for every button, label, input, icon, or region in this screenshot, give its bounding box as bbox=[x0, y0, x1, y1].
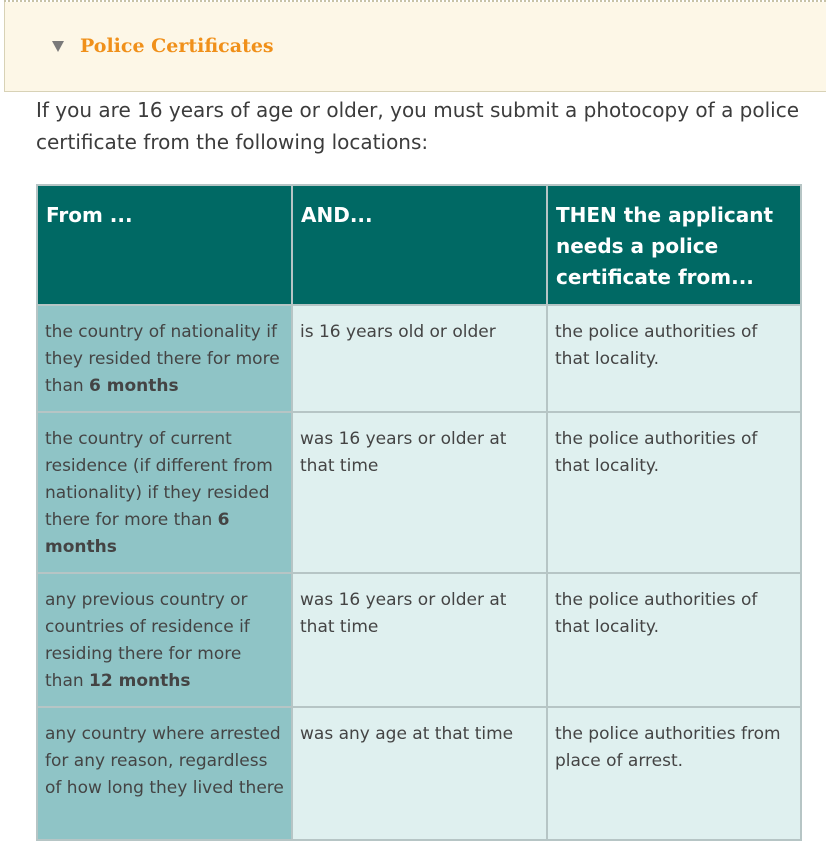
cell-then: the police authorities from place of arrest. bbox=[547, 707, 801, 840]
header-from: From ... bbox=[37, 185, 292, 305]
police-certificates-accordion bbox=[4, 2, 826, 92]
header-then: THEN the applicant needs a police certificate from... bbox=[547, 185, 801, 305]
cell-and: was 16 years or older at that time bbox=[292, 573, 547, 707]
triangle-down-icon bbox=[52, 41, 64, 52]
cell-and: was any age at that time bbox=[292, 707, 547, 840]
accordion-title[interactable]: Police Certificates bbox=[80, 35, 274, 57]
cell-and: is 16 years old or older bbox=[292, 305, 547, 412]
cell-from bbox=[37, 412, 292, 573]
accordion-toggle[interactable] bbox=[52, 35, 274, 57]
table-row bbox=[37, 573, 801, 707]
table-row bbox=[37, 412, 801, 573]
cell-from-text: the country of current residence (if different from nationality) if they resided there for more than bbox=[45, 429, 273, 530]
cell-from-text: any previous country or countries of residence if residing there for more than bbox=[45, 590, 250, 691]
cell-from-duration: 12 months bbox=[89, 671, 191, 691]
intro-text: If you are 16 years of age or older, you must submit a photocopy of a police certificate from the following locations: bbox=[36, 98, 800, 154]
cell-from-duration: 6 months bbox=[89, 376, 179, 396]
cell-then: the police authorities of that locality. bbox=[547, 573, 801, 707]
table-row bbox=[37, 305, 801, 412]
cell-and: was 16 years or older at that time bbox=[292, 412, 547, 573]
cell-then: the police authorities of that locality. bbox=[547, 412, 801, 573]
cell-then: the police authorities of that locality. bbox=[547, 305, 801, 412]
cell-from bbox=[37, 305, 292, 412]
cell-from-duration: 6 months bbox=[45, 510, 230, 557]
cell-from-text: the country of nationality if they resided there for more than bbox=[45, 322, 280, 396]
police-certificate-table bbox=[36, 184, 802, 841]
cell-from-text: any country where arrested for any reason, regardless of how long they lived there bbox=[45, 724, 284, 798]
table-row bbox=[37, 707, 801, 840]
table-header-row bbox=[37, 185, 801, 305]
cell-from bbox=[37, 707, 292, 840]
cell-from bbox=[37, 573, 292, 707]
header-and: AND... bbox=[292, 185, 547, 305]
